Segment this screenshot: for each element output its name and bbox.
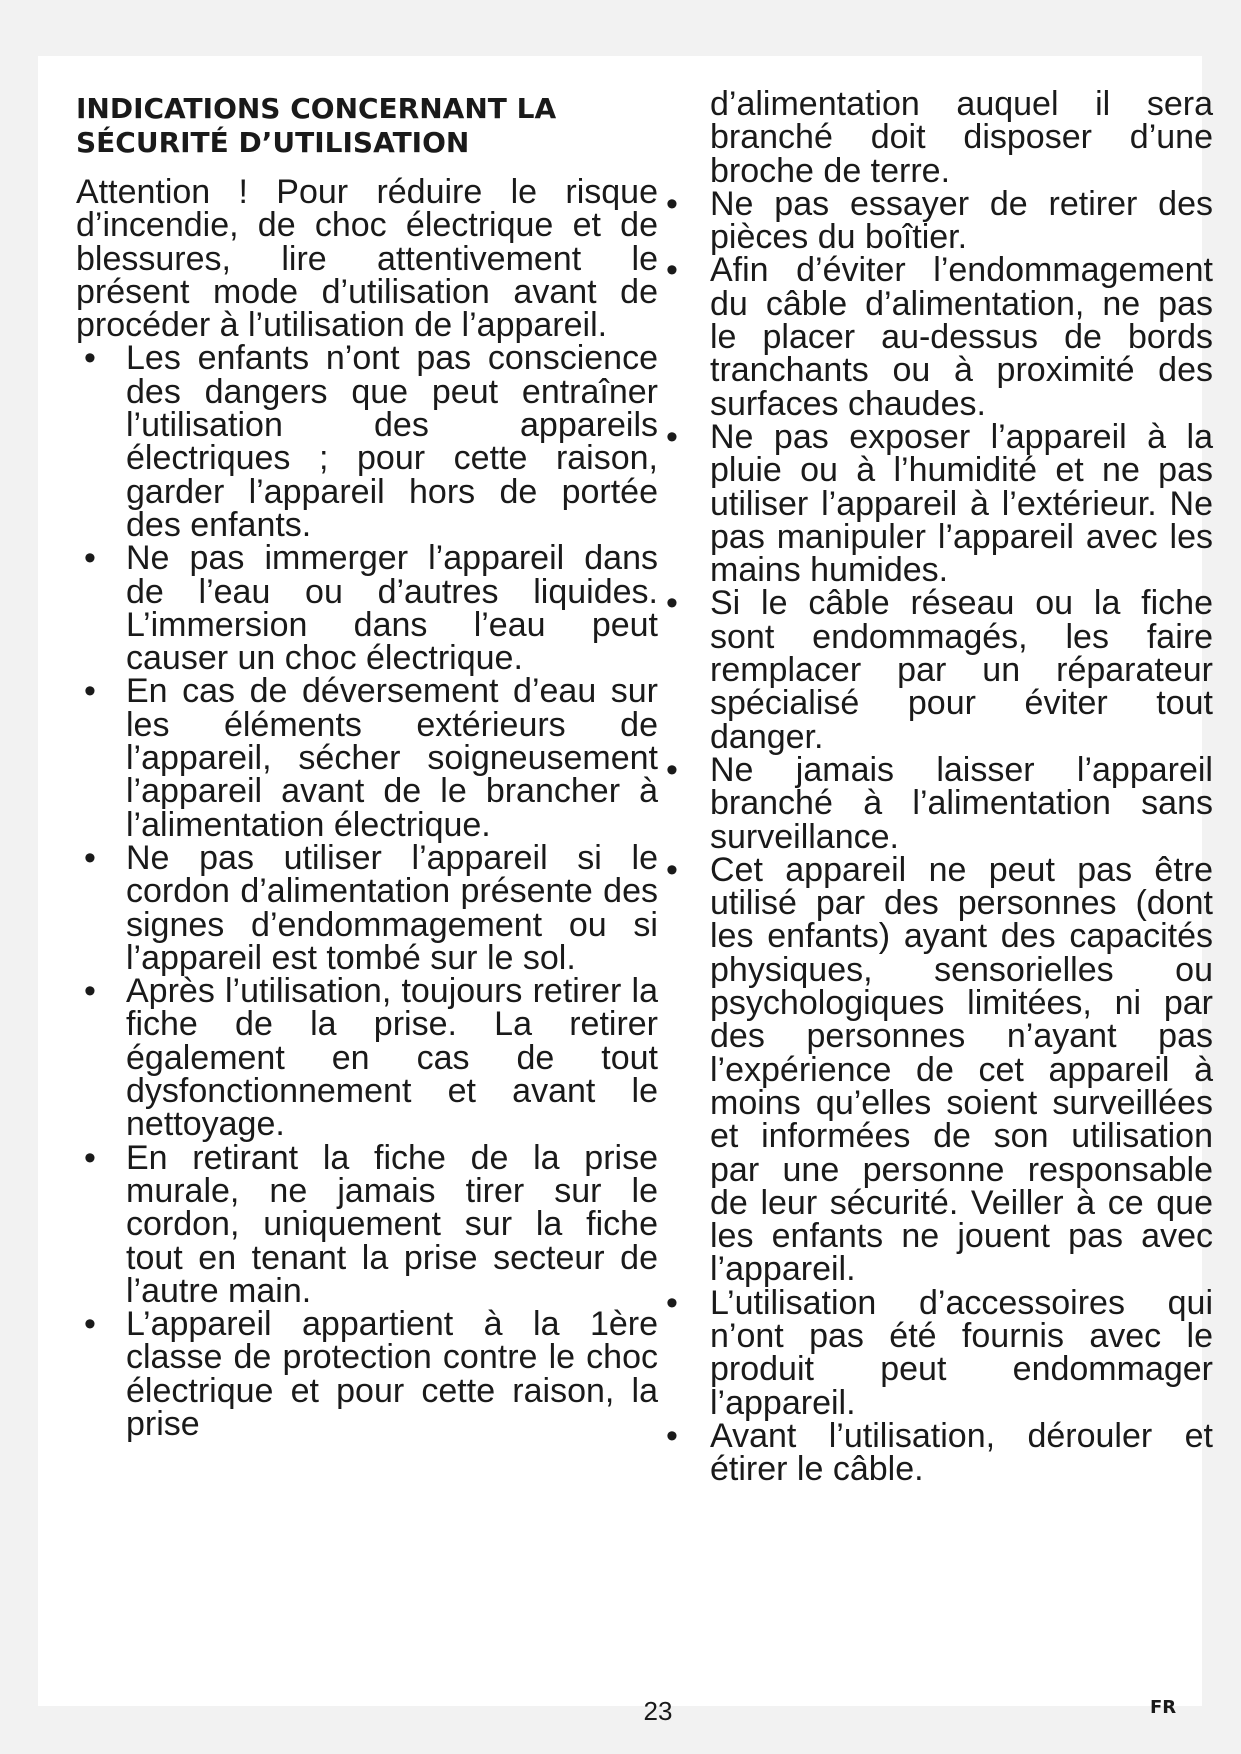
bullet-icon: • (666, 1416, 678, 1455)
list-item (658, 1416, 1213, 1489)
list-item-text: Ne pas utiliser l’appareil si le cordon d’alimentation présente des signes d’endommagement ou si l’appareil est tombé sur le sol. (126, 838, 658, 977)
bullet-icon: • (84, 1138, 96, 1177)
list-item (76, 1138, 658, 1310)
continued-text: d’alimentation auquel il sera branché doit disposer d’une broche de terre. (710, 85, 1213, 190)
list-item (76, 339, 658, 544)
language-code: FR (1150, 1697, 1177, 1718)
bullet-icon: • (84, 539, 96, 578)
list-item (658, 417, 1213, 590)
list-item (658, 184, 1213, 257)
list-item-text: Ne pas essayer de retirer des pièces du boîtier. (710, 184, 1213, 257)
list-item-text: Ne jamais laisser l’appareil branché à l’alimentation sans surveillance. (710, 750, 1213, 856)
bullet-icon: • (666, 750, 678, 789)
bullet-icon: • (84, 339, 96, 378)
bullet-icon: • (84, 672, 96, 711)
list-item-text: Ne pas exposer l’appareil à la pluie ou à l’humidité et ne pas utiliser l’appareil à l’extérieur. Ne pas manipuler l’appareil avec les mains humides. (710, 417, 1213, 590)
bullet-icon: • (84, 972, 96, 1011)
list-item (658, 750, 1213, 856)
list-item (76, 539, 658, 678)
list-item-text: Ne pas immerger l’appareil dans de l’eau ou d’autres liquides. L’immersion dans l’eau peut causer un choc électrique. (126, 539, 658, 678)
section-heading: INDICATIONS CONCERNANT LA SÉCURITÉ D’UTILISATION (76, 92, 557, 159)
list-item (76, 838, 658, 977)
list-item-text: Après l’utilisation, toujours retirer la fiche de la prise. La retirer également en cas de tout dysfonctionnement et avant le nettoyage. (126, 972, 658, 1144)
list-item-text: Si le câble réseau ou la fiche sont endommagés, les faire remplacer par un réparateur spécialisé pour éviter tout danger. (710, 584, 1213, 756)
list-item-text: Afin d’éviter l’endommagement du câble d’alimentation, ne pas le placer au-dessus de bords tranchants ou à proximité des surfaces chaudes. (710, 251, 1213, 423)
list-item (658, 1283, 1213, 1422)
list-item-text: En cas de déversement d’eau sur les éléments extérieurs de l’appareil, sécher soigneusement l’appareil avant de le brancher à l’alimentation électrique. (126, 672, 658, 844)
bullet-icon: • (84, 838, 96, 877)
list-item-text: En retirant la fiche de la prise murale, ne jamais tirer sur le cordon, uniquement sur la fiche tout en tenant la prise secteur de l’autre main. (126, 1138, 658, 1310)
list-item-text: L’utilisation d’accessoires qui n’ont pas été fournis avec le produit peut endommager l’appareil. (710, 1283, 1213, 1422)
intro-paragraph: Attention ! Pour réduire le risque d’incendie, de choc électrique et de blessures, lire attentivement le présent mode d’utilisation avant de procéder à l’utilisation de l’appareil. (76, 173, 658, 345)
bullet-icon: • (666, 850, 678, 889)
bullet-icon: • (666, 251, 678, 290)
bullet-icon: • (666, 417, 678, 456)
list-item-text: Cet appareil ne peut pas être utilisé par des personnes (dont les enfants) ayant des capacités physiques, sensorielles ou psychologiques limitées, ni par des personnes n’ayant pas l’expérience de cet appareil à moins qu’elles soient surveillées et informées de son utilisation par une personne responsable de leur sécurité. Veiller à ce que les enfants ne jouent pas avec l’appareil. (710, 850, 1213, 1289)
bullet-icon: • (666, 1283, 678, 1322)
list-item-text: Avant l’utilisation, dérouler et étirer le câble. (710, 1416, 1213, 1489)
list-item-text: L’appareil appartient à la 1ère classe de protection contre le choc électrique et pour cette raison, la prise (126, 1305, 658, 1443)
right-bullet-list (658, 184, 1213, 1489)
page (38, 56, 1213, 1726)
bullet-icon: • (666, 584, 678, 623)
bullet-icon: • (666, 184, 678, 223)
list-item (658, 251, 1213, 423)
list-item (658, 850, 1213, 1289)
bullet-icon: • (84, 1305, 96, 1344)
right-column (658, 85, 1213, 1489)
left-column (76, 92, 658, 1441)
list-item (76, 972, 658, 1144)
left-bullet-list (76, 339, 658, 1443)
page-number: 23 (643, 1696, 673, 1726)
list-item (658, 584, 1213, 756)
list-item-text: Les enfants n’ont pas conscience des dangers que peut entraîner l’utilisation des appareils électriques ; pour cette raison, garder l’appareil hors de portée des enfants. (126, 339, 658, 544)
list-item (76, 672, 658, 844)
list-item (76, 1305, 658, 1443)
